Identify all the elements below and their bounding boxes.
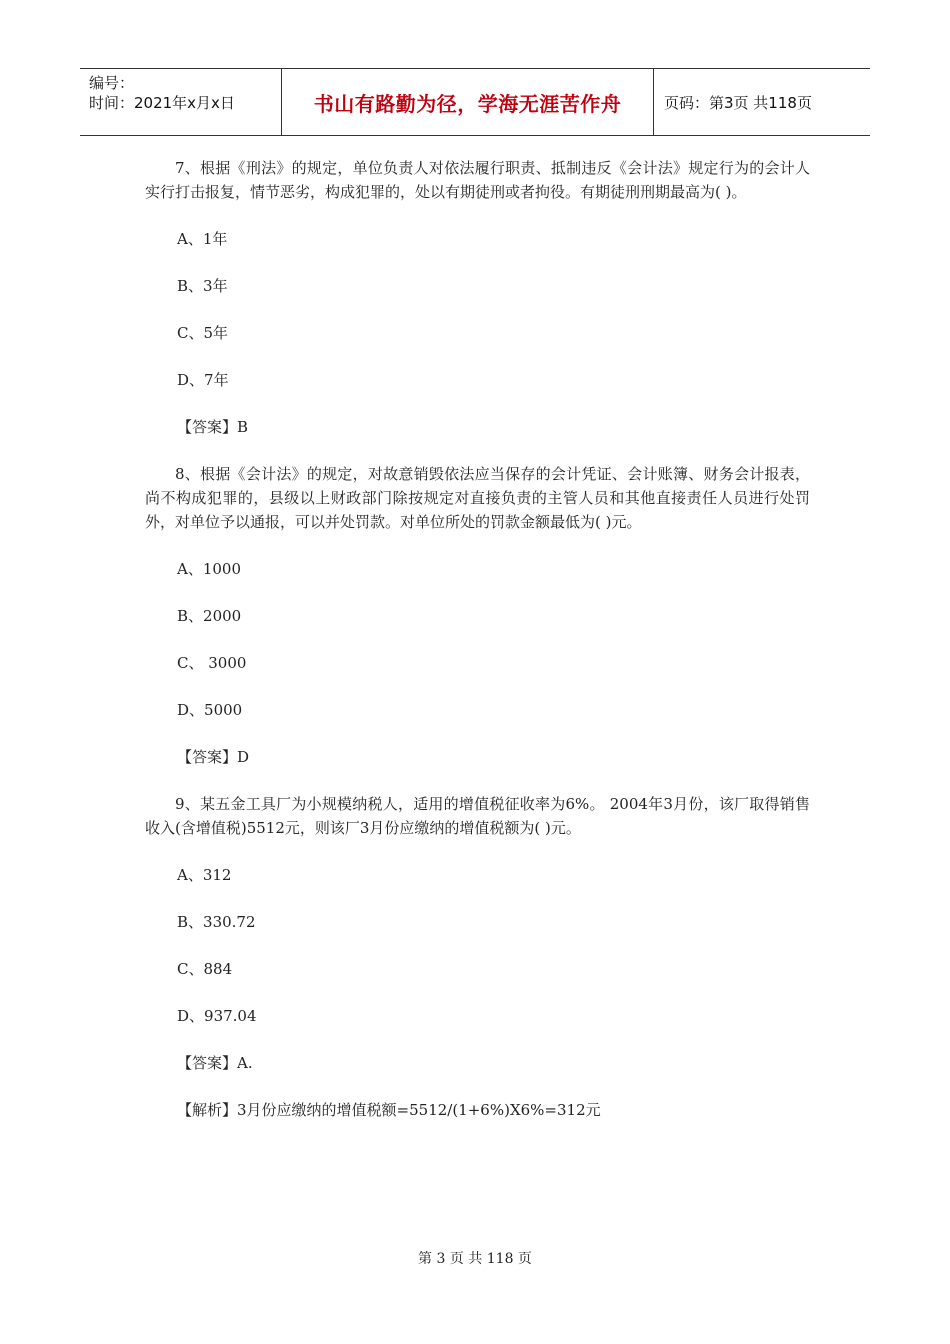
question-stem: 7、根据《刑法》的规定，单位负责人对依法履行职责、抵制违反《会计法》规定行为的会计人实行打击报复，情节恶劣，构成犯罪的，处以有期徒刑或者拘役。有期徒刑刑期最高为( )。 — [145, 159, 810, 201]
question-option: D、5000 — [177, 701, 243, 719]
question-answer: 【答案】B — [177, 418, 249, 436]
question-analysis: 【解析】3月份应缴纳的增值税额=5512/(1+6%)X6%=312元 — [177, 1101, 601, 1119]
question-option: A、1000 — [177, 560, 242, 578]
header-motto: 书山有路勤为径，学海无涯苦作舟 — [282, 69, 654, 135]
question-option: C、884 — [177, 960, 233, 978]
page-footer: 第 3 页 共 118 页 — [418, 1251, 532, 1267]
header-page-label: 页码：第3页 共118页 — [664, 93, 812, 112]
question-option: A、1年 — [177, 230, 228, 248]
question-option: C、5年 — [177, 324, 229, 342]
question-option: D、937.04 — [177, 1007, 257, 1025]
question-option: B、330.72 — [177, 913, 256, 931]
question-option: B、3年 — [177, 277, 228, 295]
question-answer: 【答案】A. — [177, 1054, 253, 1072]
question-option: A、312 — [177, 866, 232, 884]
question-option: C、 3000 — [177, 654, 247, 672]
question-answer: 【答案】D — [177, 748, 250, 766]
question-stem: 8、根据《会计法》的规定，对故意销毁依法应当保存的会计凭证、会计账簿、财务会计报表，尚不构成犯罪的，县级以上财政部门除按规定对直接负责的主管人员和其他直接责任人员进行处罚外，对单位予以通报，可以并处罚款。对单位所处的罚款金额最低为( )元。 — [145, 465, 810, 531]
page-header — [80, 68, 870, 136]
question-content — [145, 156, 810, 1122]
question-option: B、2000 — [177, 607, 242, 625]
question-option: D、7年 — [177, 371, 229, 389]
question-stem: 9、某五金工具厂为小规模纳税人，适用的增值税征收率为6%。 2004年3月份，该厂取得销售收入(含增值税)5512元，则该厂3月份应缴纳的增值税额为( )元。 — [145, 795, 810, 837]
header-date-label: 时间：2021年x月x日 — [89, 94, 235, 112]
header-meta — [80, 69, 282, 135]
header-number-label: 编号： — [89, 74, 135, 92]
